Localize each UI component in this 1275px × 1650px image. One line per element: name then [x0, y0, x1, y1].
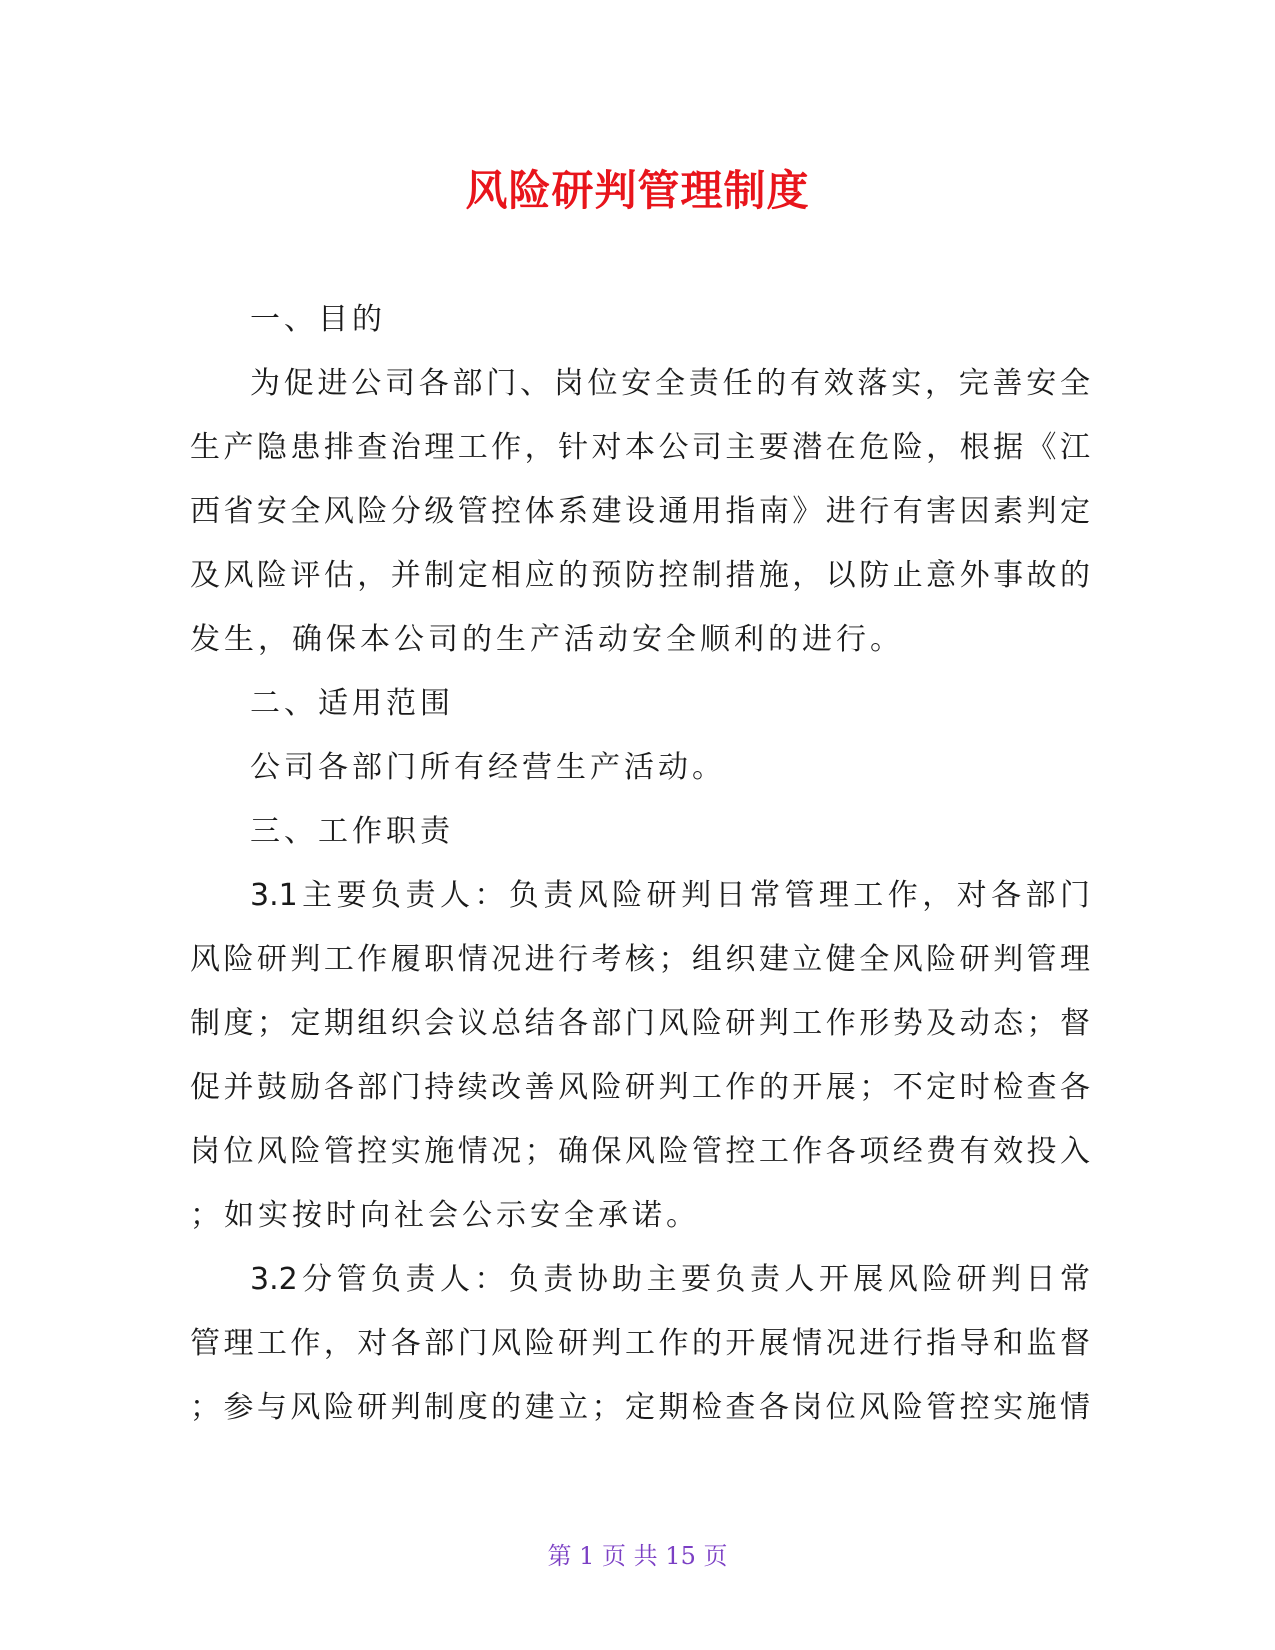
section-heading-scope: 二、适用范围: [250, 686, 454, 721]
paragraph-line: 3.1主要负责人：负责风险研判日常管理工作，对各部门: [250, 878, 1090, 913]
paragraph-line: 为促进公司各部门、岗位安全责任的有效落实，完善安全: [250, 366, 1090, 401]
paragraph-line: 促并鼓励各部门持续改善风险研判工作的开展；不定时检查各: [190, 1070, 1090, 1105]
paragraph-line: ；参与风险研判制度的建立；定期检查各岗位风险管控实施情: [190, 1390, 1090, 1425]
paragraph-line: 及风险评估，并制定相应的预防控制措施，以防止意外事故的: [190, 558, 1090, 593]
document-body: [190, 288, 1090, 1440]
paragraph-line: 3.2分管负责人：负责协助主要负责人开展风险研判日常: [250, 1262, 1090, 1297]
page-number-footer: 第 1 页 共 15 页: [547, 1542, 728, 1570]
document-title: 风险研判管理制度: [465, 166, 810, 215]
paragraph-line: 岗位风险管控实施情况；确保风险管控工作各项经费有效投入: [190, 1134, 1090, 1169]
section-heading-duties: 三、工作职责: [250, 814, 454, 849]
section-heading-purpose: 一、目的: [250, 302, 386, 337]
paragraph-line: 西省安全风险分级管控体系建设通用指南》进行有害因素判定: [190, 494, 1090, 529]
paragraph-line: 发生，确保本公司的生产活动安全顺利的进行。: [190, 622, 904, 657]
paragraph-line: ；如实按时向社会公示安全承诺。: [190, 1198, 700, 1233]
paragraph-line: 风险研判工作履职情况进行考核；组织建立健全风险研判管理: [190, 942, 1090, 977]
paragraph-line: 生产隐患排查治理工作，针对本公司主要潜在危险，根据《江: [190, 430, 1090, 465]
paragraph-line: 公司各部门所有经营生产活动。: [250, 750, 726, 785]
paragraph-line: 管理工作，对各部门风险研判工作的开展情况进行指导和监督: [190, 1326, 1090, 1361]
paragraph-line: 制度；定期组织会议总结各部门风险研判工作形势及动态；督: [190, 1006, 1090, 1041]
